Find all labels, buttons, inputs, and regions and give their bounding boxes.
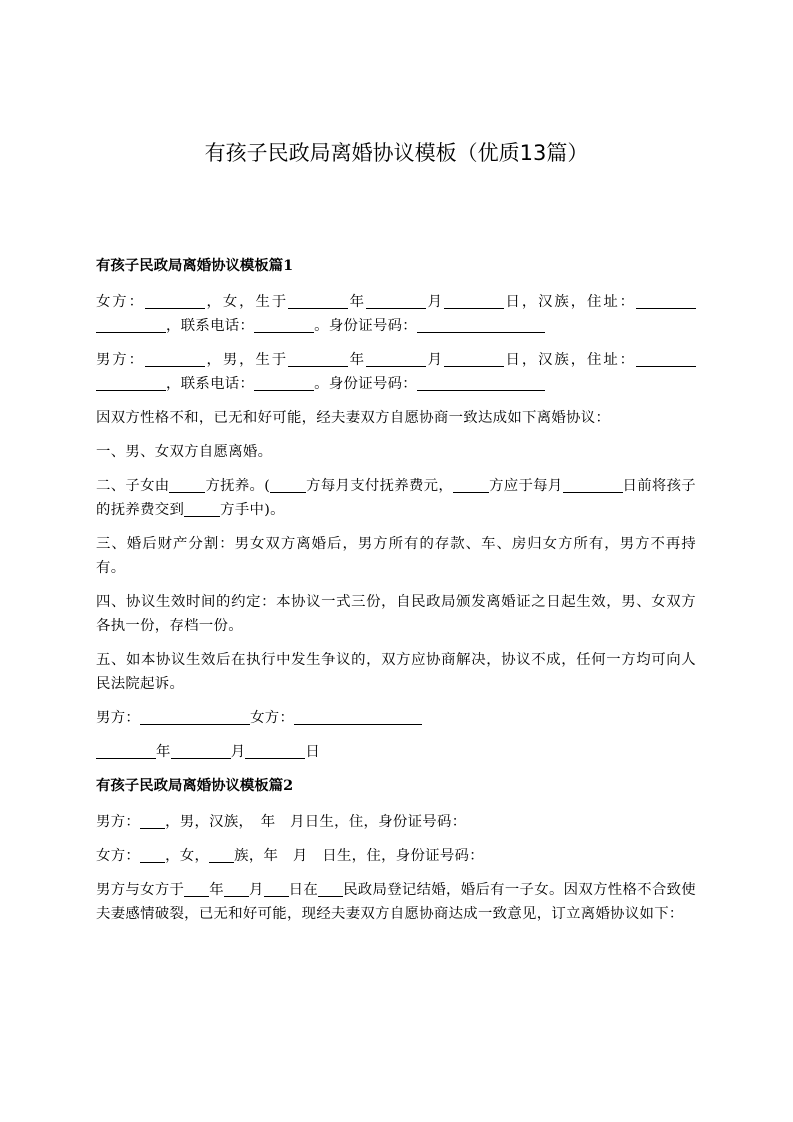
marriage-text-a: 男方与女方于 (96, 882, 185, 898)
day-ethnic-address-text: 日，汉族，住址： (503, 294, 636, 310)
section-1-date-line (96, 740, 696, 764)
section-1-clause-4: 四、协议生效时间的约定：本协议一式三份，自民政局颁发离婚证之日起生效，男、女双方各执一份，存档一份。 (96, 594, 696, 634)
blank-line (184, 499, 220, 517)
clause-2-text-b: 方抚养。( (205, 478, 271, 494)
sign-male-label: 男方： (96, 710, 141, 726)
male-gender-text: ，男，生于 (204, 352, 289, 368)
section-1-clause-1: 一、男、女双方自愿离婚。 (96, 444, 273, 460)
blank-line (288, 291, 348, 309)
blank-line (224, 879, 249, 897)
clause-2-text-a: 二、子女由 (96, 478, 170, 494)
blank-line (245, 741, 305, 759)
sign-female-label: 女方： (250, 710, 295, 726)
date-year-text: 年 (156, 744, 171, 760)
blank-line (270, 475, 306, 493)
blank-line (294, 707, 422, 725)
female-label: 女方： (96, 294, 145, 310)
date-day-text: 日 (305, 744, 321, 760)
blank-line (169, 475, 205, 493)
section-1-female-info (96, 290, 696, 338)
marriage-text-b: 民政局登记结婚，婚后有一子女。因双方性格不合致使夫妻感情破裂，已无和好可能，现经夫妻双方自愿协商达成一致意见，订立离婚协议如下： (96, 882, 696, 922)
blank-line (145, 291, 205, 309)
section-2-heading: 有孩子民政局离婚协议模板篇2 (96, 777, 294, 794)
blank-line (140, 845, 165, 863)
blank-line (171, 741, 231, 759)
blank-line (417, 373, 545, 391)
section-1-intro: 因双方性格不和，已无和好可能，经夫妻双方自愿协商一致达成如下离婚协议： (96, 410, 611, 426)
male-label: 男方： (96, 814, 141, 830)
blank-line (288, 349, 348, 367)
female-gender-text: ，女， (165, 848, 210, 864)
clause-2-text-d: 方应于每月 (489, 478, 563, 494)
blank-line (636, 291, 696, 309)
female-label: 女方： (96, 848, 141, 864)
clause-2-text-c: 方每月支付抚养费元， (306, 478, 454, 494)
section-1-male-info (96, 348, 696, 396)
clause-2-text-e: 日前将孩子的抚养费交到 (96, 478, 697, 518)
blank-line (417, 315, 545, 333)
blank-line (209, 845, 234, 863)
male-info-text: ，男，汉族， 年 月日生，住，身份证号码： (165, 814, 467, 830)
document-title: 有孩子民政局离婚协议模板（优质13篇） (204, 141, 589, 165)
blank-line (140, 707, 250, 725)
blank-line (96, 741, 156, 759)
section-1-clause-3: 三、婚后财产分割：男女双方离婚后，男方所有的存款、车、房归女方所有，男方不再持有。 (96, 536, 696, 576)
blank-line (140, 811, 165, 829)
section-1-clause-5: 五、如本协议生效后在执行中发生争议的，双方应协商解决，协议不成，任何一方均可向人民法院起诉。 (96, 652, 696, 692)
id-label: 。身份证号码： (314, 376, 417, 392)
section-2-female-info (96, 844, 696, 868)
section-2-marriage-info (96, 878, 696, 926)
id-label: 。身份证号码： (314, 318, 417, 334)
month-text: 月 (425, 294, 444, 310)
section-1-signature-line (96, 706, 696, 730)
blank-line (96, 315, 166, 333)
blank-line (254, 373, 314, 391)
year-text: 年 (348, 352, 366, 368)
blank-line (318, 879, 343, 897)
blank-line (145, 349, 205, 367)
blank-line (184, 879, 209, 897)
blank-line (444, 349, 504, 367)
document-body (96, 254, 696, 936)
year-text: 年 (348, 294, 366, 310)
section-1-heading: 有孩子民政局离婚协议模板篇1 (96, 257, 294, 274)
day-ethnic-address-text: 日，汉族，住址： (503, 352, 636, 368)
female-gender-text: ，女，生于 (204, 294, 289, 310)
blank-line (636, 349, 696, 367)
blank-line (254, 315, 314, 333)
blank-line (563, 475, 623, 493)
marriage-month-text: 月 (248, 882, 264, 898)
blank-line (366, 349, 426, 367)
marriage-year-text: 年 (209, 882, 224, 898)
blank-line (453, 475, 489, 493)
phone-label: ，联系电话： (166, 376, 255, 392)
blank-line (96, 373, 166, 391)
section-2-male-info (96, 810, 696, 834)
blank-line (444, 291, 504, 309)
date-month-text: 月 (230, 744, 246, 760)
clause-2-text-f: 方手中)。 (220, 502, 285, 518)
male-label: 男方： (96, 352, 145, 368)
blank-line (264, 879, 289, 897)
marriage-day-text: 日在 (288, 882, 319, 898)
blank-line (366, 291, 426, 309)
phone-label: ，联系电话： (166, 318, 255, 334)
female-info-text: 族，年 月 日生，住，身份证号码： (234, 848, 484, 864)
month-text: 月 (425, 352, 444, 368)
section-1-clause-2 (96, 474, 696, 522)
